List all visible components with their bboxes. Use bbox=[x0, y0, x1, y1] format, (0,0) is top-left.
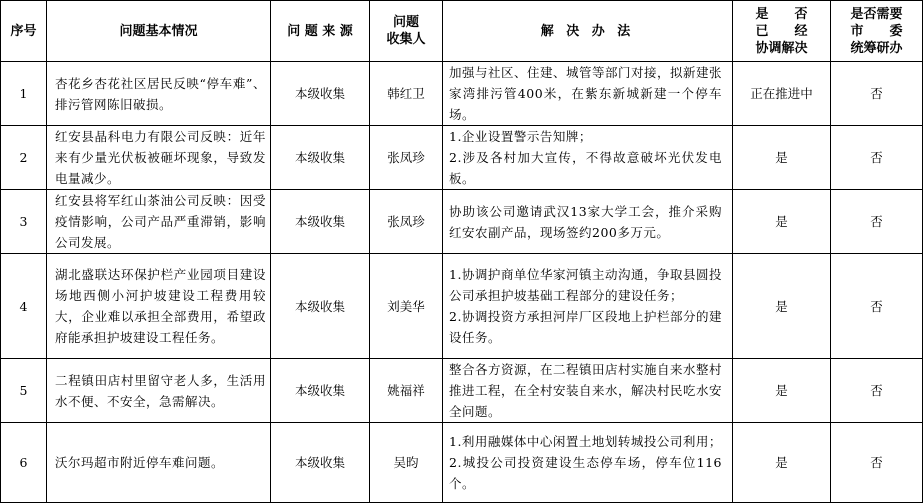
solution-line: 2.城投公司投资建设生态停车场，停车位116个。 bbox=[449, 455, 722, 491]
row-resolved: 是 bbox=[733, 359, 831, 423]
row-basic: 杏花乡杏花社区居民反映“停车难”、排污管网陈旧破损。 bbox=[47, 62, 271, 126]
header-resolved-line3: 协调解决 bbox=[755, 40, 808, 56]
row-resolved: 是 bbox=[733, 190, 831, 254]
row-source: 本级收集 bbox=[271, 126, 370, 190]
row-seq: 5 bbox=[1, 359, 47, 423]
row-solution: 协助该公司邀请武汉13家大学工会，推介采购红安农副产品，现场签约200多万元。 bbox=[443, 190, 733, 254]
table-row bbox=[1, 62, 923, 126]
row-source: 本级收集 bbox=[271, 359, 370, 423]
header-basic: 问题基本情况 bbox=[47, 1, 271, 62]
row-basic: 红安县将军红山茶油公司反映：因受疫情影响，公司产品严重滞销，影响公司发展。 bbox=[47, 190, 271, 254]
header-seq: 序号 bbox=[1, 1, 47, 62]
row-basic: 红安县晶科电力有限公司反映：近年来有少量光伏板被砸坏现象，导致发电量减少。 bbox=[47, 126, 271, 190]
row-collector: 张凤珍 bbox=[370, 126, 443, 190]
row-solution bbox=[443, 126, 733, 190]
row-seq: 3 bbox=[1, 190, 47, 254]
row-resolved: 是 bbox=[733, 254, 831, 359]
row-city: 否 bbox=[831, 190, 923, 254]
header-city-line1: 是否需要 bbox=[850, 6, 903, 22]
row-basic: 沃尔玛超市附近停车难问题。 bbox=[47, 423, 271, 503]
row-collector: 韩红卫 bbox=[370, 62, 443, 126]
header-collector bbox=[370, 1, 443, 62]
row-solution: 整合各方资源，在二程镇田店村实施自来水整村推进工程，在全村安装自来水，解决村民吃水安全问题。 bbox=[443, 359, 733, 423]
row-resolved: 是 bbox=[733, 423, 831, 503]
row-collector: 吴昀 bbox=[370, 423, 443, 503]
header-row bbox=[1, 1, 923, 62]
row-solution: 加强与社区、住建、城管等部门对接，拟新建张家湾排污管400米，在紫东新城新建一个停车场。 bbox=[443, 62, 733, 126]
table-row bbox=[1, 254, 923, 359]
row-source: 本级收集 bbox=[271, 62, 370, 126]
header-city-line3: 统筹研办 bbox=[850, 40, 903, 56]
row-resolved: 正在推进中 bbox=[733, 62, 831, 126]
solution-line: 2.协调投资方承担河岸厂区段地上护栏部分的建设任务。 bbox=[449, 309, 722, 345]
table-row bbox=[1, 190, 923, 254]
solution-line: 1.企业设置警示告知牌； bbox=[449, 129, 592, 144]
row-seq: 2 bbox=[1, 126, 47, 190]
row-source: 本级收集 bbox=[271, 423, 370, 503]
row-city: 否 bbox=[831, 126, 923, 190]
header-source: 问 题 来 源 bbox=[271, 1, 370, 62]
row-source: 本级收集 bbox=[271, 190, 370, 254]
row-seq: 1 bbox=[1, 62, 47, 126]
solution-line: 2.涉及各村加大宣传，不得故意破坏光伏发电板。 bbox=[449, 150, 722, 186]
row-solution bbox=[443, 423, 733, 503]
header-resolved-line2: 已 经 bbox=[755, 23, 808, 39]
row-solution bbox=[443, 254, 733, 359]
header-collector-line2: 收集人 bbox=[386, 32, 426, 47]
row-city: 否 bbox=[831, 254, 923, 359]
solution-line: 1.协调护商单位华家河镇主动沟通，争取县圆投公司承担护坡基础工程部分的建设任务； bbox=[449, 267, 722, 303]
row-basic: 二程镇田店村里留守老人多，生活用水不便、不安全，急需解决。 bbox=[47, 359, 271, 423]
row-collector: 刘美华 bbox=[370, 254, 443, 359]
table-row bbox=[1, 423, 923, 503]
header-solution: 解 决 办 法 bbox=[443, 1, 733, 62]
row-basic: 湖北盛联达环保护栏产业园项目建设场地西侧小河护坡建设工程费用较大，企业难以承担全部费用，希望政府能承担护坡建设工程任务。 bbox=[47, 254, 271, 359]
row-seq: 4 bbox=[1, 254, 47, 359]
solution-line: 1.利用融媒体中心闲置土地划转城投公司利用； bbox=[449, 434, 722, 449]
table-row bbox=[1, 126, 923, 190]
table-row bbox=[1, 359, 923, 423]
header-city bbox=[831, 1, 923, 62]
row-city: 否 bbox=[831, 423, 923, 503]
header-resolved bbox=[733, 1, 831, 62]
header-resolved-line1: 是 否 bbox=[755, 6, 808, 22]
row-collector: 姚福祥 bbox=[370, 359, 443, 423]
row-city: 否 bbox=[831, 359, 923, 423]
row-resolved: 是 bbox=[733, 126, 831, 190]
row-collector: 张凤珍 bbox=[370, 190, 443, 254]
header-city-line2: 市 委 bbox=[850, 23, 903, 39]
row-seq: 6 bbox=[1, 423, 47, 503]
row-source: 本级收集 bbox=[271, 254, 370, 359]
header-collector-line1: 问题 bbox=[392, 15, 419, 30]
row-city: 否 bbox=[831, 62, 923, 126]
